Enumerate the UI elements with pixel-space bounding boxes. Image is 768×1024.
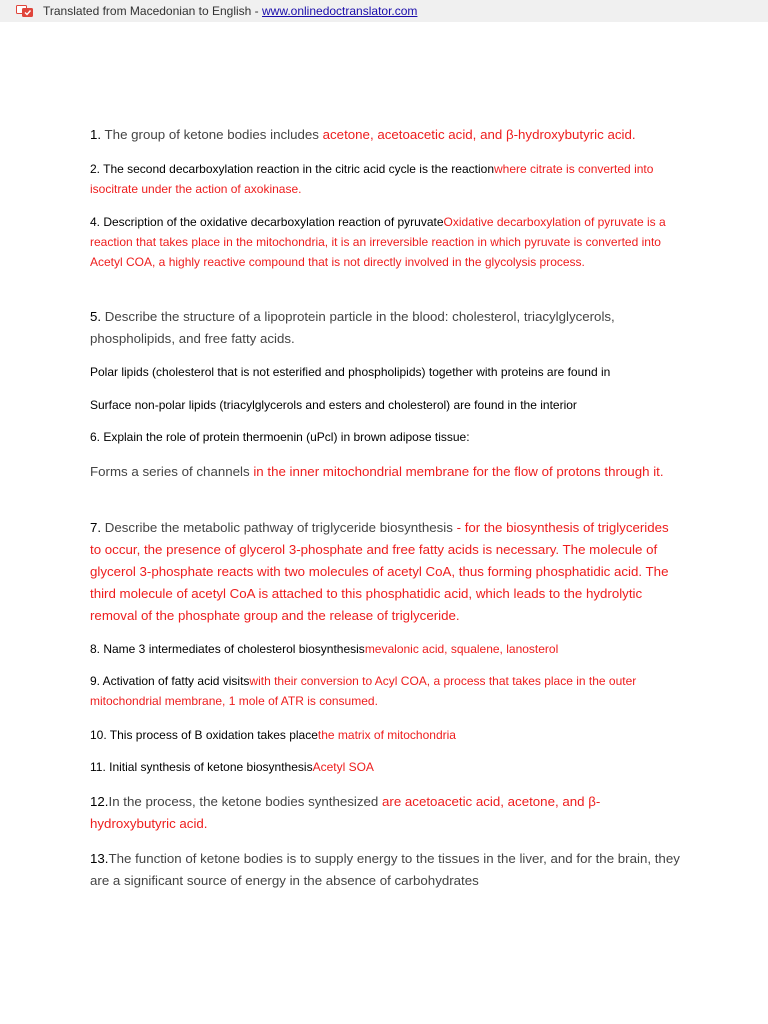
nonpolar-lipids-text: Surface non-polar lipids (triacylglycerols and esters and cholesterol) are found in the interior: [90, 398, 577, 412]
question-13: 13.The function of ketone bodies is to supply energy to the tissues in the liver, and for the brain, they are a significant source of energy in the absence of carbohydrates: [90, 851, 680, 888]
banner-text: Translated from Macedonian to English - www.onlinedoctranslator.com: [43, 4, 418, 18]
polar-lipids-text: Polar lipids (cholesterol that is not esterified and phospholipids) together with proteins are found in: [90, 365, 611, 379]
question-5: 5. Describe the structure of a lipoprotein particle in the blood: cholesterol, triacylglycerols, phospholipids, and free fatty acids.: [90, 309, 615, 346]
question-10: 10. This process of B oxidation takes placethe matrix of mitochondria: [90, 728, 456, 742]
question-9: 9. Activation of fatty acid visitswith their conversion to Acyl COA, a process that takes place in the outer mitochondrial membrane, 1 mole of ATR is consumed.: [90, 674, 637, 708]
translation-banner: [0, 0, 768, 22]
answer-6: Forms a series of channels in the inner mitochondrial membrane for the flow of protons through it.: [90, 464, 664, 479]
question-11: 11. Initial synthesis of ketone biosynthesisAcetyl SOA: [90, 760, 374, 774]
question-2: 2. The second decarboxylation reaction in the citric acid cycle is the reactionwhere citrate is converted into isocitrate under the action of axokinase.: [90, 162, 654, 196]
question-8: 8. Name 3 intermediates of cholesterol biosynthesismevalonic acid, squalene, lanosterol: [90, 642, 559, 656]
question-7: 7. Describe the metabolic pathway of triglyceride biosynthesis - for the biosynthesis of triglycerides to occur, the presence of glycerol 3-phosphate and free fatty acids is necessary. The molecule of glycerol 3-phosphate reacts with two molecules of acetyl CoA, thus forming phosphatidic acid. The third molecule of acetyl CoA is attached to this phosphatidic acid, which leads to the hydrolytic removal of the phosphate group and the release of triglyceride.: [90, 520, 669, 623]
question-4: 4. Description of the oxidative decarboxylation reaction of pyruvateOxidative decarboxylation of pyruvate is a reaction that takes place in the mitochondria, it is an irreversible reaction in which pyruvate is converted into Acetyl COA, a highly reactive compound that is not directly involved in the glycolysis process.: [90, 215, 666, 269]
translator-link[interactable]: www.onlinedoctranslator.com: [262, 4, 418, 18]
question-6: 6. Explain the role of protein thermoenin (uPcl) in brown adipose tissue:: [90, 430, 470, 444]
question-1: 1. The group of ketone bodies includes acetone, acetoacetic acid, and β-hydroxybutyric acid.: [90, 127, 636, 142]
translator-logo-icon: [16, 5, 34, 18]
question-12: 12.In the process, the ketone bodies synthesized are acetoacetic acid, acetone, and β-hydroxybutyric acid.: [90, 794, 601, 831]
